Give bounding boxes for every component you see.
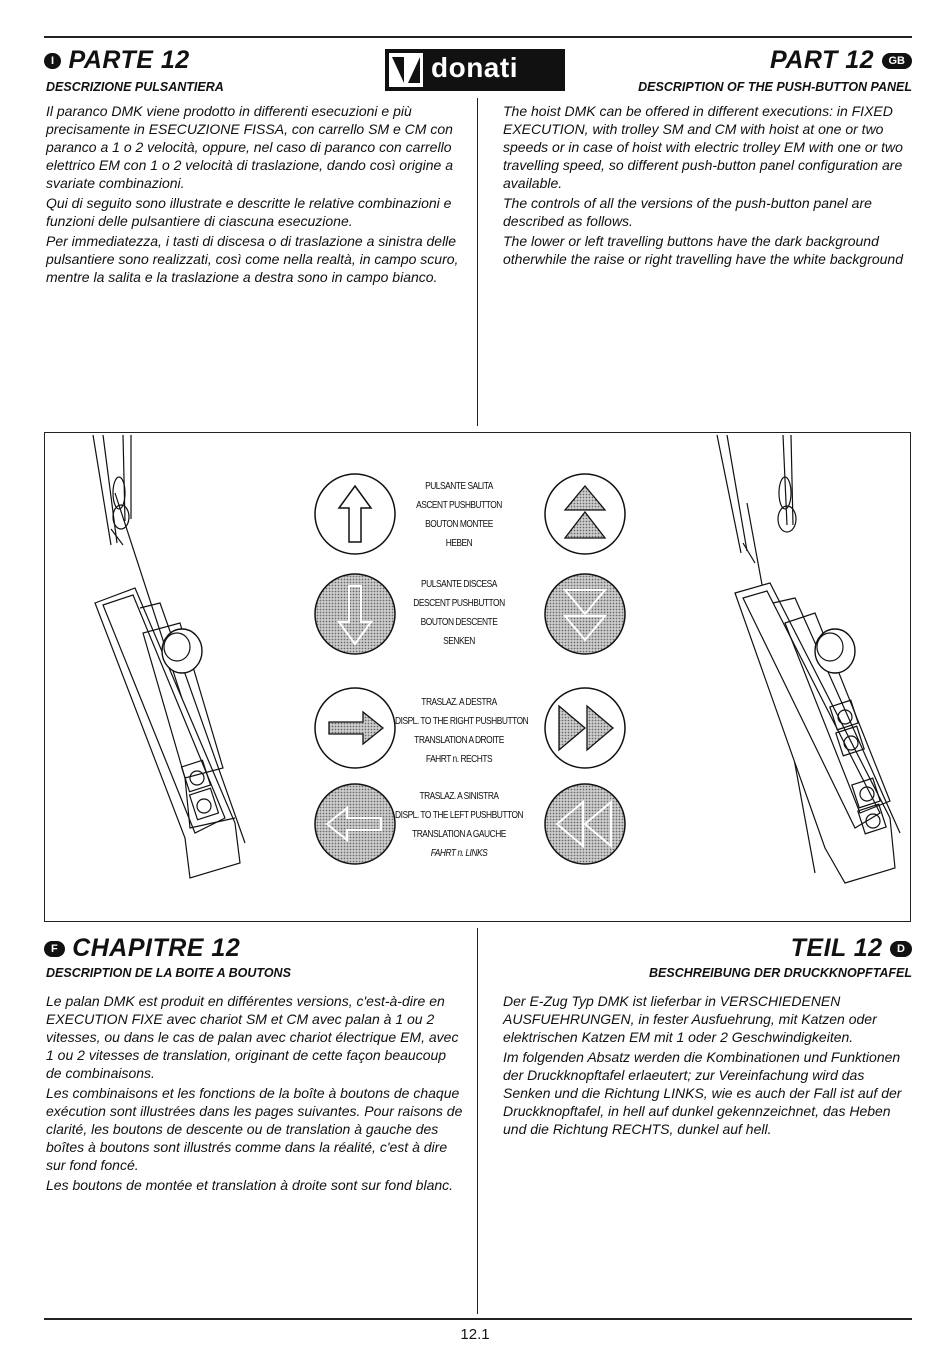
descent-button-label bbox=[395, 575, 523, 651]
de-paragraph: Im folgenden Absatz werden die Kombinationen und Funktionen der Druckknopftafel erlaeutert; zur Vereinfachung wird das Senken und die Richtung LINKS, wie es auch der Fall ist auf der Druckknopftafel, in hell auf dunkel gekennzeichnet, das Heben und die Richtung RECHTS, dunkel auf hell. bbox=[503, 1049, 902, 1137]
left-travel-two-speed-button-icon bbox=[543, 782, 627, 866]
gb-body bbox=[503, 102, 905, 270]
descent-label-fr: BOUTON DESCENTE bbox=[420, 616, 498, 628]
descent-label-en: DESCENT PUSHBUTTON bbox=[413, 597, 505, 609]
de-subtitle: BESCHREIBUNG DER DRUCKKNOPFTAFEL bbox=[649, 966, 912, 980]
right-label-de: FAHRT n. RECHTS bbox=[425, 753, 493, 765]
page-number: 12.1 bbox=[460, 1326, 490, 1343]
it-title bbox=[44, 46, 190, 75]
top-column-divider bbox=[477, 98, 478, 426]
it-paragraph: Qui di seguito sono illustrate e descritte le relative combinazioni e funzioni delle pulsantiere di ciascuna esecuzione. bbox=[46, 195, 452, 229]
de-body bbox=[503, 992, 905, 1140]
gb-title-text: PART 12 bbox=[770, 46, 875, 74]
descent-two-speed-button-icon bbox=[543, 572, 627, 656]
left-travel-button-icon bbox=[313, 782, 397, 866]
ascent-button-icon bbox=[313, 472, 397, 556]
bottom-column-divider bbox=[477, 928, 478, 1314]
right-travel-button-label bbox=[395, 693, 529, 769]
fr-title-text: CHAPITRE 12 bbox=[72, 934, 241, 962]
left-label-de: FAHRT n. LINKS bbox=[430, 847, 488, 859]
de-paragraph: Der E-Zug Typ DMK ist lieferbar in VERSCHIEDENEN AUSFUEHRUNGEN, in fester Ausfuehrung, mit Katzen oder elektrischen Katzen EM mit 1 oder 2 Geschwindigkeiten. bbox=[503, 993, 877, 1045]
gb-language-badge: GB bbox=[882, 53, 913, 69]
it-paragraph: Per immediatezza, i tasti di discesa o di traslazione a sinistra delle pulsantiere sono realizzati, così come nella realtà, in campo scuro, mentre la salita e la traslazione a destra sono in campo bianco. bbox=[46, 233, 459, 285]
gb-paragraph: The controls of all the versions of the push-button panel are described as follows. bbox=[503, 195, 872, 229]
gb-subtitle: DESCRIPTION OF THE PUSH-BUTTON PANEL bbox=[638, 80, 912, 94]
it-subtitle: DESCRIZIONE PULSANTIERA bbox=[46, 80, 224, 94]
fr-subtitle: DESCRIPTION DE LA BOITE A BOUTONS bbox=[46, 966, 291, 980]
de-title-text: TEIL 12 bbox=[790, 934, 883, 962]
right-label-it: TRASLAZ. A DESTRA bbox=[421, 696, 497, 708]
de-title bbox=[791, 934, 912, 963]
donati-logo-mark-icon bbox=[389, 53, 423, 87]
pushbutton-figure bbox=[44, 432, 911, 922]
left-pendant-illustration bbox=[45, 433, 305, 921]
right-label-en: DISPL. TO THE RIGHT PUSHBUTTON bbox=[395, 715, 529, 727]
donati-logo bbox=[385, 49, 565, 91]
right-travel-button-icon bbox=[313, 686, 397, 770]
right-pendant-illustration bbox=[655, 433, 910, 921]
bottom-rule bbox=[44, 1318, 912, 1320]
ascent-two-speed-button-icon bbox=[543, 472, 627, 556]
donati-logo-word: donati bbox=[431, 52, 518, 83]
ascent-button-label bbox=[395, 477, 523, 553]
left-label-it: TRASLAZ. A SINISTRA bbox=[419, 790, 499, 802]
right-label-fr: TRANSLATION A DROITE bbox=[414, 734, 504, 746]
descent-label-it: PULSANTE DISCESA bbox=[421, 578, 497, 590]
ascent-label-fr: BOUTON MONTEE bbox=[425, 518, 493, 530]
top-rule bbox=[44, 36, 912, 38]
fr-title bbox=[44, 934, 240, 963]
gb-title bbox=[770, 46, 912, 75]
ascent-label-it: PULSANTE SALITA bbox=[425, 480, 493, 492]
fr-paragraph: Les combinaisons et les fonctions de la boîte à boutons de chaque exécution sont illustrées dans les pages suivantes. Pour raisons de clarité, les boutons de descente ou de translation à gauche des boîtes à boutons sont illustrés comme dans la réalité, c'est à dire sur fond foncé. bbox=[46, 1085, 463, 1173]
fr-paragraph: Les boutons de montée et translation à droite sont sur fond blanc. bbox=[46, 1177, 454, 1193]
it-body bbox=[46, 102, 464, 288]
ascent-label-en: ASCENT PUSHBUTTON bbox=[416, 499, 502, 511]
descent-label-de: SENKEN bbox=[443, 635, 475, 647]
it-title-text: PARTE 12 bbox=[68, 46, 190, 74]
gb-paragraph: The lower or left travelling buttons have the dark background otherwhile the raise or right travelling have the white background bbox=[503, 233, 904, 267]
gb-paragraph: The hoist DMK can be offered in different executions: in FIXED EXECUTION, with trolley SM and CM with hoist at one or two speeds or in case of hoist with electric trolley EM with one or two travelling speed, so different push-button panel configuration are available. bbox=[503, 103, 903, 191]
left-label-en: DISPL. TO THE LEFT PUSHBUTTON bbox=[395, 809, 524, 821]
descent-button-icon bbox=[313, 572, 397, 656]
fr-language-badge: F bbox=[44, 941, 65, 957]
right-travel-two-speed-button-icon bbox=[543, 686, 627, 770]
de-language-badge: D bbox=[890, 941, 912, 957]
ascent-label-de: HEBEN bbox=[445, 537, 473, 549]
it-language-badge: I bbox=[44, 53, 61, 69]
it-paragraph: Il paranco DMK viene prodotto in differenti esecuzioni e più precisamente in ESECUZIONE FISSA, con carrello SM e CM con paranco a 1 o 2 velocità, oppure, nel caso di paranco con carrello elettrico EM con 1 o 2 velocità di traslazione, dando così origine a svariate combinazioni. bbox=[46, 103, 454, 191]
left-travel-button-label bbox=[395, 787, 523, 863]
fr-paragraph: Le palan DMK est produit en différentes versions, c'est-à-dire en EXECUTION FIXE avec chariot SM et CM avec palan à 1 ou 2 vitesses, ou dans le cas de palan avec chariot électrique EM, avec 1 ou 2 vitesses de translation, originant de cette façon beaucoup de combinaisons. bbox=[46, 993, 459, 1081]
left-label-fr: TRANSLATION A GAUCHE bbox=[412, 828, 506, 840]
fr-body bbox=[46, 992, 464, 1196]
